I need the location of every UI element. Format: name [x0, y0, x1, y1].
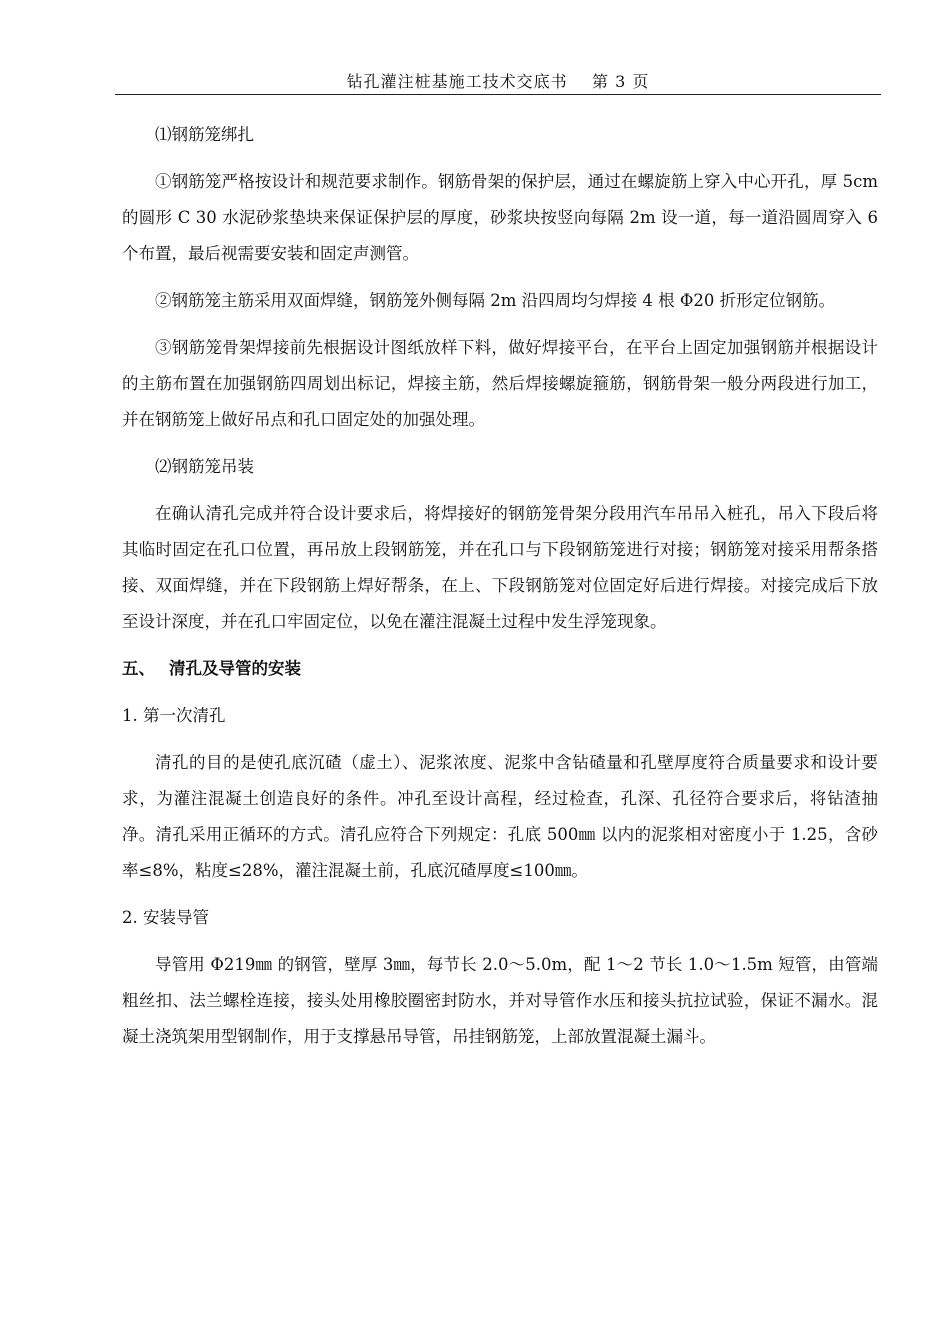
paragraph: 导管用 Φ219㎜ 的钢管，壁厚 3㎜，每节长 2.0～5.0m，配 1～2 节长 1.0～1.5m 短管，由管端粗丝扣、法兰螺栓连接，接头处用橡胶圈密封防水，并对导管作水压和接头抗拉试验，保证不漏水。混凝土浇筑架用型钢制作，用于支撑悬吊导管，吊挂钢筋笼，上部放置混凝土漏斗。 [122, 955, 878, 1046]
section-heading [122, 651, 878, 687]
subsection-heading-first-cleaning: 1. 第一次清孔 [122, 706, 226, 725]
section-title: 清孔及导管的安装 [169, 659, 301, 678]
document-body [122, 117, 878, 1055]
paragraph: ①钢筋笼严格按设计和规范要求制作。钢筋骨架的保护层，通过在螺旋筋上穿入中心开孔，厚 5cm 的圆形 C 30 水泥砂浆垫块来保证保护层的厚度，砂浆块按竖向每隔 2m 设一道，每一道沿圆周穿入 6 个布置，最后视需要安装和固定声测管。 [122, 172, 878, 263]
paragraph: 在确认清孔完成并符合设计要求后，将焊接好的钢筋笼骨架分段用汽车吊吊入桩孔，吊入下段后将其临时固定在孔口位置，再吊放上段钢筋笼，并在孔口与下段钢筋笼进行对接；钢筋笼对接采用帮条搭接、双面焊缝，并在下段钢筋上焊好帮条，在上、下段钢筋笼对位固定好后进行焊接。对接完成后下放至设计深度，并在孔口牢固定位，以免在灌注混凝土过程中发生浮笼现象。 [122, 504, 878, 631]
page-number: 第 3 页 [592, 72, 650, 91]
subsection-heading-cage-binding: ⑴钢筋笼绑扎 [155, 125, 254, 144]
subsection-heading-cage-hoisting: ⑵钢筋笼吊装 [155, 457, 254, 476]
section-number: 五、 [122, 659, 155, 678]
paragraph: ②钢筋笼主筋采用双面焊缝，钢筋笼外侧每隔 2m 沿四周均匀焊接 4 根 Φ20 折形定位钢筋。 [155, 291, 836, 310]
paragraph: ③钢筋笼骨架焊接前先根据设计图纸放样下料，做好焊接平台，在平台上固定加强钢筋并根据设计的主筋布置在加强钢筋四周划出标记，焊接主筋，然后焊接螺旋箍筋，钢筋骨架一般分两段进行加工，并在钢筋笼上做好吊点和孔口固定处的加强处理。 [122, 338, 878, 429]
subsection-heading-install-conduit: 2. 安装导管 [122, 908, 209, 927]
header-divider [115, 94, 881, 95]
page-header [115, 70, 881, 94]
paragraph: 清孔的目的是使孔底沉碴（虚土）、泥浆浓度、泥浆中含钻碴量和孔壁厚度符合质量要求和设计要求，为灌注混凝土创造良好的条件。冲孔至设计高程，经过检查，孔深、孔径符合要求后，将钻渣抽净。清孔采用正循环的方式。清孔应符合下列规定：孔底 500㎜ 以内的泥浆相对密度小于 1.25，含砂率≤8%，粘度≤28%，灌注混凝土前，孔底沉碴厚度≤100㎜。 [122, 753, 878, 880]
document-title: 钻孔灌注桩基施工技术交底书 [346, 72, 568, 91]
